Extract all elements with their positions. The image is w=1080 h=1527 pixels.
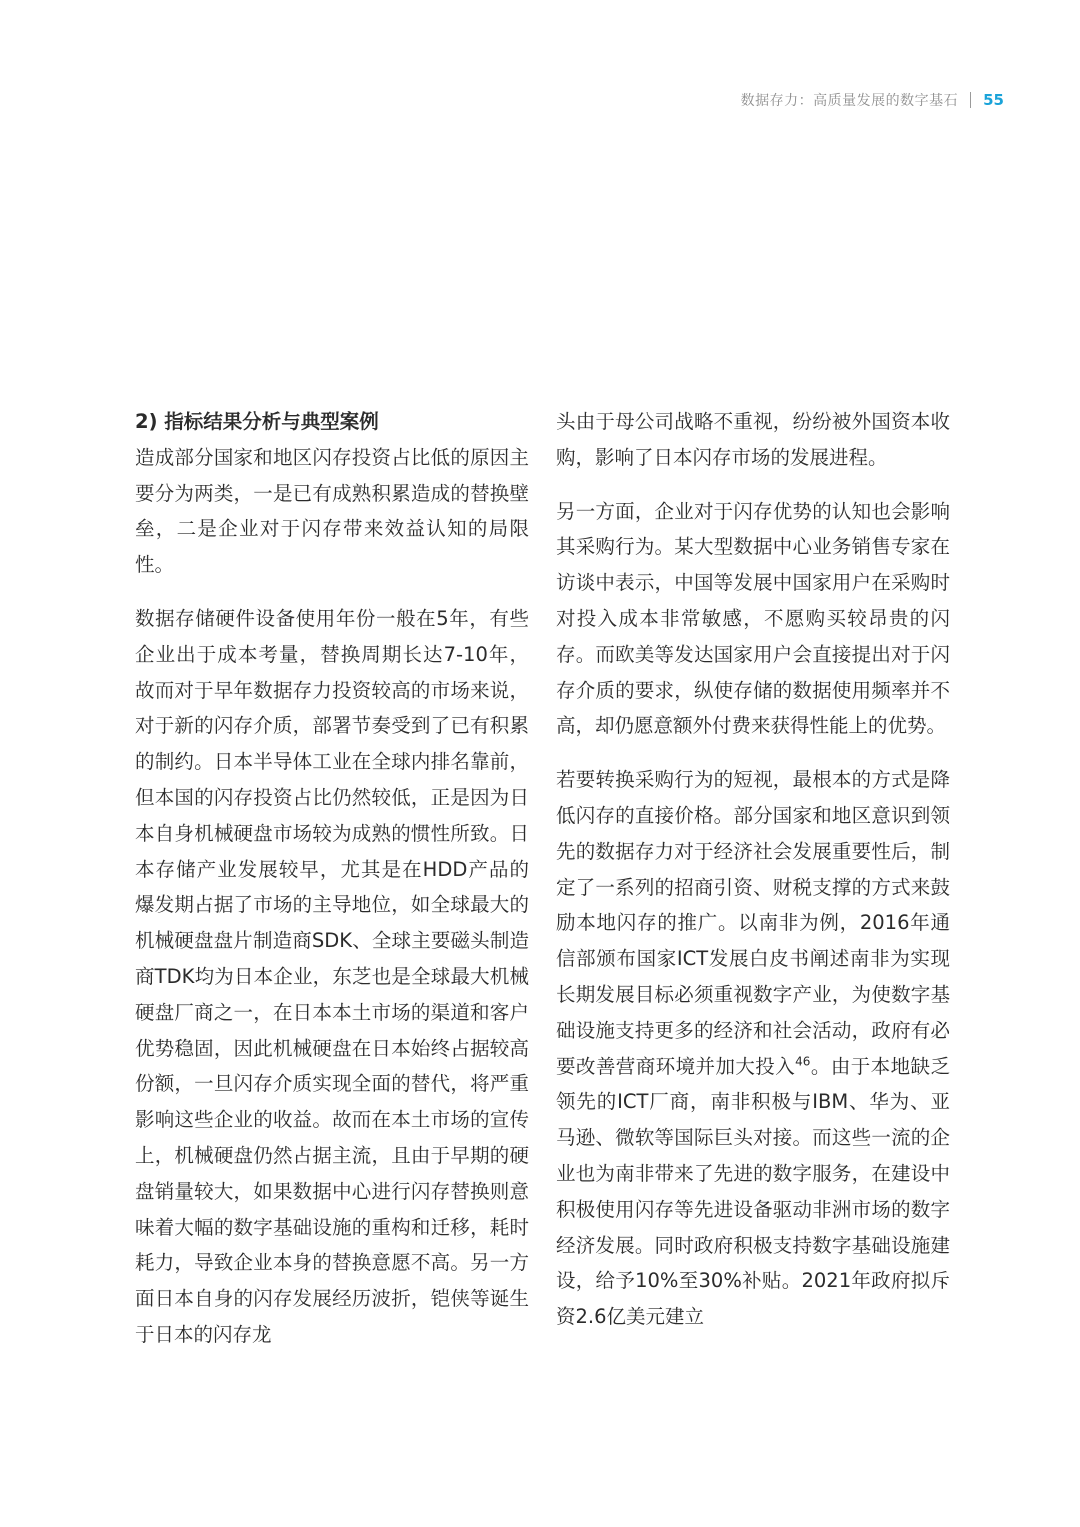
paragraph	[556, 762, 950, 1335]
header-divider	[970, 92, 971, 108]
running-title: 数据存力：高质量发展的数字基石	[740, 93, 959, 109]
paragraph-text: 若要转换采购行为的短视，最根本的方式是降低闪存的直接价格。部分国家和地区意识到领先的数据存力对于经济社会发展重要性后，制定了一系列的招商引资、财税支撑的方式来鼓励本地闪存的推广。以南非为例，2016年通信部颁布国家ICT发展白皮书阐述南非为实现长期发展目标必须重视数字产业，为使数字基础设施支持更多的经济和社会活动，政府有必要改善营商环境并加大投入	[556, 768, 950, 1078]
paragraph-text: 。由于本地缺乏领先的ICT厂商，南非积极与IBM、华为、亚马逊、微软等国际巨头对接。而这些一流的企业也为南非带来了先进的数字服务，在建设中积极使用闪存等先进设备驱动非洲市场的数字经济发展。同时政府积极支持数字基础设施建设，给予10%至30%补贴。2021年政府拟斥资2.6亿美元建立	[556, 1054, 950, 1329]
paragraph: 造成部分国家和地区闪存投资占比低的原因主要分为两类，一是已有成熟积累造成的替换壁垒，二是企业对于闪存带来效益认知的局限性。	[135, 445, 529, 577]
paragraph: 头由于母公司战略不重视，纷纷被外国资本收购，影响了日本闪存市场的发展进程。	[556, 410, 950, 469]
page-number: 55	[983, 91, 1004, 109]
paragraph: 数据存储硬件设备使用年份一般在5年，有些企业出于成本考量，替换周期长达7-10年，故而对于早年数据存力投资较高的市场来说，对于新的闪存介质，部署节奏受到了已有积累的制约。日本半导体工业在全球内排名靠前，但本国的闪存投资占比仍然较低，正是因为日本自身机械硬盘市场较为成熟的惯性所致。日本存储产业发展较早，尤其是在HDD产品的爆发期占据了市场的主导地位，如全球最大的机械硬盘盘片制造商SDK、全球主要磁头制造商TDK均为日本企业，东芝也是全球最大机械硬盘厂商之一，在日本本土市场的渠道和客户优势稳固，因此机械硬盘在日本始终占据较高份额，一旦闪存介质实现全面的替代，将严重影响这些企业的收益。故而在本土市场的宣传上，机械硬盘仍然占据主流，且由于早期的硬盘销量较大，如果数据中心进行闪存替换则意味着大幅的数字基础设施的重构和迁移，耗时耗力，导致企业本身的替换意愿不高。另一方面日本自身的闪存发展经历波折，铠侠等诞生于日本的闪存龙	[135, 606, 529, 1346]
right-column	[556, 404, 950, 1335]
footnote-reference[interactable]: 46	[795, 1054, 811, 1069]
section-heading: 2) 指标结果分析与典型案例	[135, 410, 379, 433]
paragraph: 另一方面，企业对于闪存优势的认知也会影响其采购行为。某大型数据中心业务销售专家在访谈中表示，中国等发展中国家用户在采购时对投入成本非常敏感，不愿购买较昂贵的闪存。而欧美等发达国家用户会直接提出对于闪存介质的要求，纵使存储的数据使用频率并不高，却仍愿意额外付费来获得性能上的优势。	[556, 499, 950, 738]
left-column	[135, 404, 529, 1353]
running-header	[741, 90, 1004, 110]
